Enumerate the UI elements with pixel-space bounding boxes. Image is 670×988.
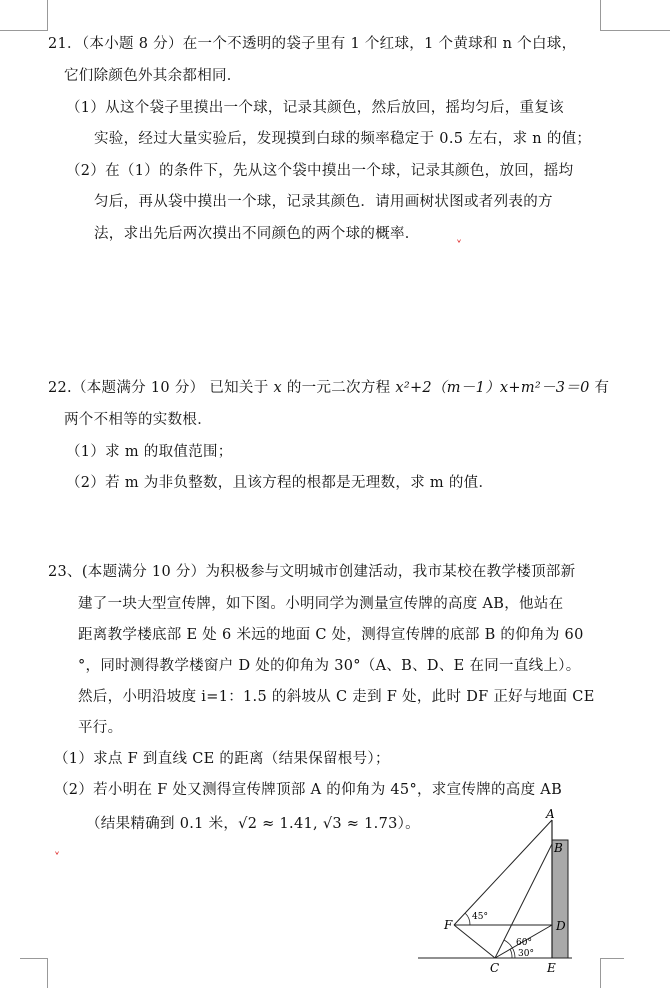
q23-line-3: 距离教学楼底部 E 处 6 米远的地面 C 处，测得宣传牌的底部 B 的仰角为 60 — [78, 627, 584, 643]
q21-line-5: （2）在（1）的条件下，先从这个袋中摸出一个球，记录其颜色，放回，摇均 — [66, 163, 574, 179]
q23-line-9: （结果精确到 0.1 米，√2 ≈ 1.41, √3 ≈ 1.73）。 — [86, 816, 420, 832]
label-c: C — [490, 961, 500, 975]
label-a: A — [546, 808, 555, 821]
q21-line-7: 法，求出先后两次摸出不同颜色的两个球的概率． — [94, 226, 420, 242]
q23-line-5: 然后，小明沿坡度 i=1：1.5 的斜坡从 C 走到 F 处，此时 DF 正好与地面 CE — [78, 689, 595, 705]
q21-line-4: 实验，经过大量实验后，发现摸到白球的频率稳定于 0.5 左右，求 n 的值； — [94, 131, 592, 147]
corner-mark-top-left-v — [47, 0, 48, 30]
q21-line-3: （1）从这个袋子里摸出一个球，记录其颜色，然后放回，摇均匀后，重复该 — [66, 100, 564, 116]
q22-line-1 — [48, 376, 609, 397]
q22-line-3: （1）求 m 的取值范围； — [66, 444, 233, 460]
proofing-squiggle-1: ˬ — [456, 228, 462, 242]
angle-arc-30 — [510, 949, 512, 958]
angle-label-30: 30° — [518, 949, 534, 959]
q22-line-1-a: 22.（本题满分 10 分） 已知关于 — [48, 380, 274, 396]
corner-mark-bottom-right-v — [600, 958, 601, 988]
corner-mark-bottom-left-v — [47, 958, 48, 988]
geometry-figure — [410, 808, 580, 980]
q23-line-6: 平行。 — [78, 720, 123, 736]
q22-line-1-c: 有 — [589, 380, 610, 396]
angle-arc-45 — [465, 913, 470, 925]
corner-mark-top-right — [600, 30, 670, 31]
q22-line-2: 两个不相等的实数根． — [64, 412, 212, 428]
corner-mark-top-left — [0, 30, 48, 31]
corner-mark-bottom-right — [600, 958, 624, 959]
label-f: F — [444, 918, 453, 932]
q23-line-8: （2）若小明在 F 处又测得宣传牌顶部 A 的仰角为 45°，求宣传牌的高度 AB — [54, 782, 563, 798]
angle-arc-60 — [504, 940, 515, 958]
corner-mark-top-right-v — [600, 0, 601, 30]
label-b: B — [554, 841, 563, 855]
line-fc — [454, 925, 495, 958]
q21-line-1: 21．（本小题 8 分）在一个不透明的袋子里有 1 个红球，1 个黄球和 n 个白球， — [48, 36, 577, 52]
q23-line-4: °，同时测得教学楼窗户 D 处的仰角为 30°（A、B、D、E 在同一直线上）。 — [78, 658, 581, 674]
q22-equation: x²+2（m－1）x+m²－3＝0 — [395, 380, 590, 396]
q21-line-2: 它们除颜色外其余都相同． — [64, 68, 242, 84]
corner-mark-bottom-left — [20, 958, 48, 959]
q23-line-2: 建了一块大型宣传牌，如下图。小明同学为测量宣传牌的高度 AB，他站在 — [78, 596, 564, 612]
building-rect — [552, 840, 568, 958]
label-d: D — [556, 919, 566, 933]
q23-line-1: 23、(本题满分 10 分）为积极参与文明城市创建活动，我市某校在教学楼顶部新 — [48, 564, 576, 580]
q21-line-6: 匀后，再从袋中摸出一个球，记录其颜色．请用画树状图或者列表的方 — [94, 194, 553, 210]
q22-line-4: （2）若 m 为非负整数，且该方程的根都是无理数，求 m 的值． — [66, 475, 494, 491]
q23-line-7: （1）求点 F 到直线 CE 的距离（结果保留根号）； — [54, 751, 390, 767]
proofing-squiggle-2: ˬ — [54, 840, 60, 854]
angle-label-45: 45° — [472, 912, 488, 922]
angle-label-60: 60° — [516, 938, 532, 948]
q22-line-1-b: 的一元二次方程 — [281, 380, 396, 396]
label-e: E — [547, 961, 556, 975]
q22-var-x: x — [273, 380, 282, 396]
